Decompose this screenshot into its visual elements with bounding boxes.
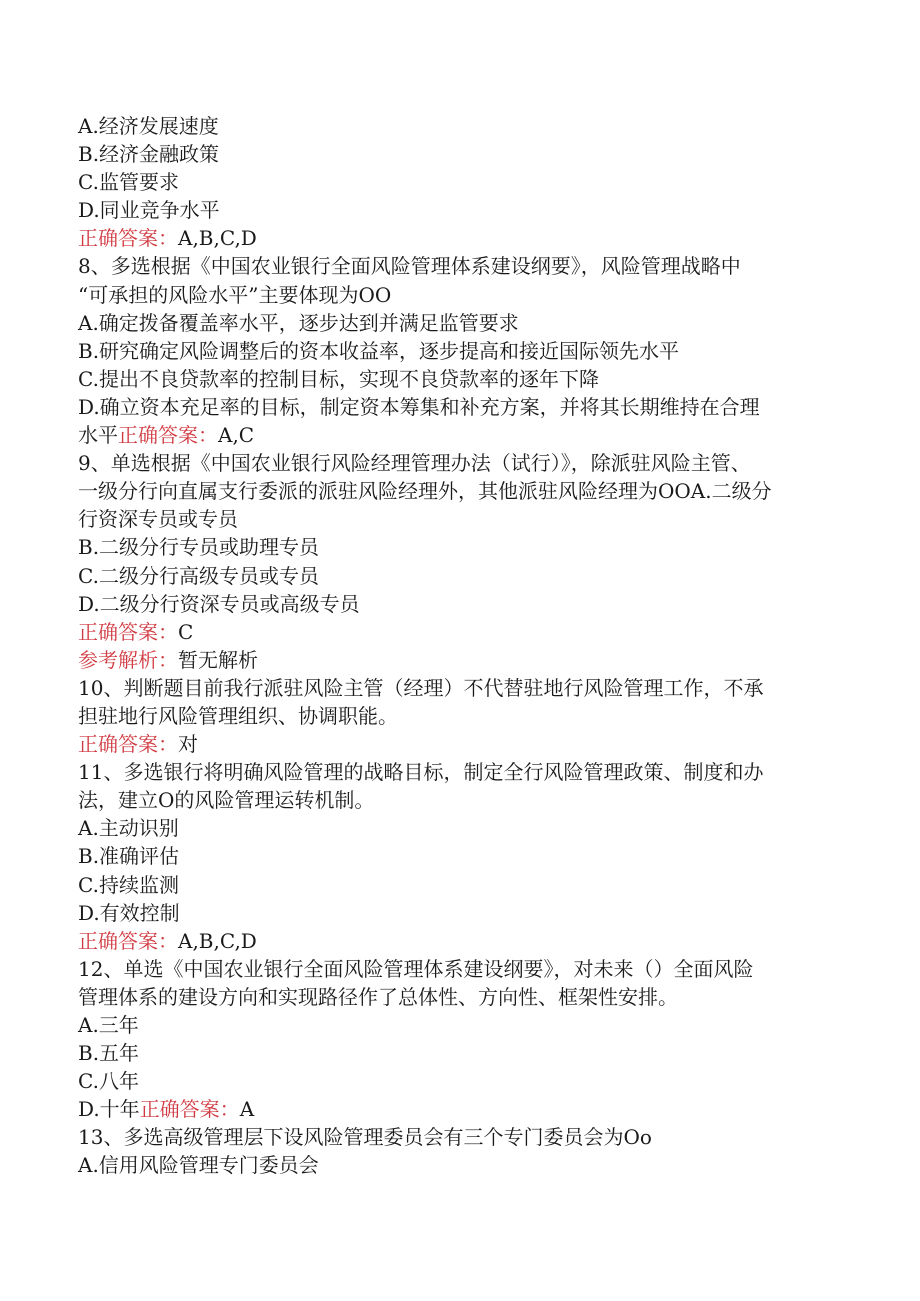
text-line xyxy=(78,477,838,505)
text-line xyxy=(78,590,838,618)
answer-label: 正确答案： xyxy=(78,928,178,953)
text-span: 9、单选根据《中国农业银行风险经理管理办法（试行）》，除派驻风险主管、 xyxy=(78,451,751,476)
text-span: A,B,C,D xyxy=(178,226,257,251)
text-span: 管理体系的建设方向和实现路径作了总体性、方向性、框架性安排。 xyxy=(78,984,678,1009)
text-span: 行资深专员或专员 xyxy=(78,507,238,532)
answer-label: 参考解析： xyxy=(78,647,178,672)
text-line xyxy=(78,337,838,365)
text-span: B.五年 xyxy=(78,1041,140,1066)
text-span: 担驻地行风险管理组织、协调职能。 xyxy=(78,703,398,728)
text-span: B.二级分行专员或助理专员 xyxy=(78,535,320,560)
text-line xyxy=(78,871,838,899)
answer-label: 正确答案： xyxy=(78,619,178,644)
text-span: A.信用风险管理专门委员会 xyxy=(78,1153,319,1178)
text-span: A xyxy=(239,1097,255,1122)
text-span: D.二级分行资深专员或高级专员 xyxy=(78,591,360,616)
text-line xyxy=(78,814,838,842)
text-span: C.提出不良贷款率的控制目标，实现不良贷款率的逐年下降 xyxy=(78,366,599,391)
text-line xyxy=(78,1067,838,1095)
text-span: D.十年 xyxy=(78,1097,140,1122)
text-line xyxy=(78,112,838,140)
text-span: A.主动识别 xyxy=(78,816,179,841)
text-span: D.有效控制 xyxy=(78,900,180,925)
text-line xyxy=(78,1039,838,1067)
text-line xyxy=(78,1095,838,1123)
text-line xyxy=(78,393,838,421)
text-line xyxy=(78,505,838,533)
text-line xyxy=(78,562,838,590)
text-line xyxy=(78,449,838,477)
text-span: B.准确评估 xyxy=(78,844,180,869)
text-span: “可承担的风险水平”主要体现为OO xyxy=(78,282,392,307)
text-line xyxy=(78,674,838,702)
text-span: C.持续监测 xyxy=(78,872,179,897)
text-span: 水平 xyxy=(78,423,118,448)
text-span: C.二级分行高级专员或专员 xyxy=(78,563,319,588)
text-span: C xyxy=(178,619,194,644)
text-span: 13、多选高级管理层下设风险管理委员会有三个专门委员会为Oo xyxy=(78,1125,652,1150)
answer-label: 正确答案： xyxy=(118,423,218,448)
document-page xyxy=(78,112,838,1180)
text-span: 10、判断题目前我行派驻风险主管（经理）不代替驻地行风险管理工作，不承 xyxy=(78,675,764,700)
text-line xyxy=(78,702,838,730)
text-span: A.确定拨备覆盖率水平，逐步达到并满足监管要求 xyxy=(78,310,519,335)
text-line xyxy=(78,927,838,955)
text-span: A,C xyxy=(218,423,255,448)
text-span: A.三年 xyxy=(78,1013,139,1037)
text-span: 对 xyxy=(178,732,198,757)
text-line xyxy=(78,646,838,674)
text-span: 暂无解析 xyxy=(178,647,258,672)
text-span: D.同业竞争水平 xyxy=(78,198,220,223)
text-line xyxy=(78,1011,838,1039)
text-span: A,B,C,D xyxy=(178,928,257,953)
text-line xyxy=(78,252,838,280)
text-span: 8、多选根据《中国农业银行全面风险管理体系建设纲要》，风险管理战略中 xyxy=(78,254,741,279)
text-line xyxy=(78,983,838,1011)
text-line xyxy=(78,281,838,309)
answer-label: 正确答案： xyxy=(78,732,178,757)
text-line xyxy=(78,196,838,224)
text-span: B.研究确定风险调整后的资本收益率，逐步提高和接近国际领先水平 xyxy=(78,338,680,363)
text-span: A.经济发展速度 xyxy=(78,114,219,138)
text-line xyxy=(78,842,838,870)
text-line xyxy=(78,309,838,337)
text-line xyxy=(78,1151,838,1179)
text-span: C.监管要求 xyxy=(78,170,179,195)
text-line xyxy=(78,140,838,168)
text-line xyxy=(78,730,838,758)
text-line xyxy=(78,758,838,786)
text-span: 法，建立O的风险管理运转机制。 xyxy=(78,788,375,813)
text-line xyxy=(78,421,838,449)
text-span: C.八年 xyxy=(78,1069,139,1094)
text-span: 11、多选银行将明确风险管理的战略目标，制定全行风险管理政策、制度和办 xyxy=(78,760,764,785)
text-line xyxy=(78,955,838,983)
text-line xyxy=(78,224,838,252)
text-line xyxy=(78,365,838,393)
answer-label: 正确答案： xyxy=(78,226,178,251)
text-span: 12、单选《中国农业银行全面风险管理体系建设纲要》，对未来（）全面风险 xyxy=(78,956,754,981)
text-span: 一级分行向直属支行委派的派驻风险经理外，其他派驻风险经理为OOA.二级分 xyxy=(78,479,772,504)
text-span: D.确立资本充足率的目标，制定资本筹集和补充方案，并将其长期维持在合理 xyxy=(78,394,760,419)
text-line xyxy=(78,618,838,646)
text-line xyxy=(78,533,838,561)
text-line xyxy=(78,899,838,927)
text-line xyxy=(78,1123,838,1151)
text-line xyxy=(78,786,838,814)
text-span: B.经济金融政策 xyxy=(78,142,220,167)
answer-label: 正确答案： xyxy=(139,1097,240,1122)
text-line xyxy=(78,168,838,196)
